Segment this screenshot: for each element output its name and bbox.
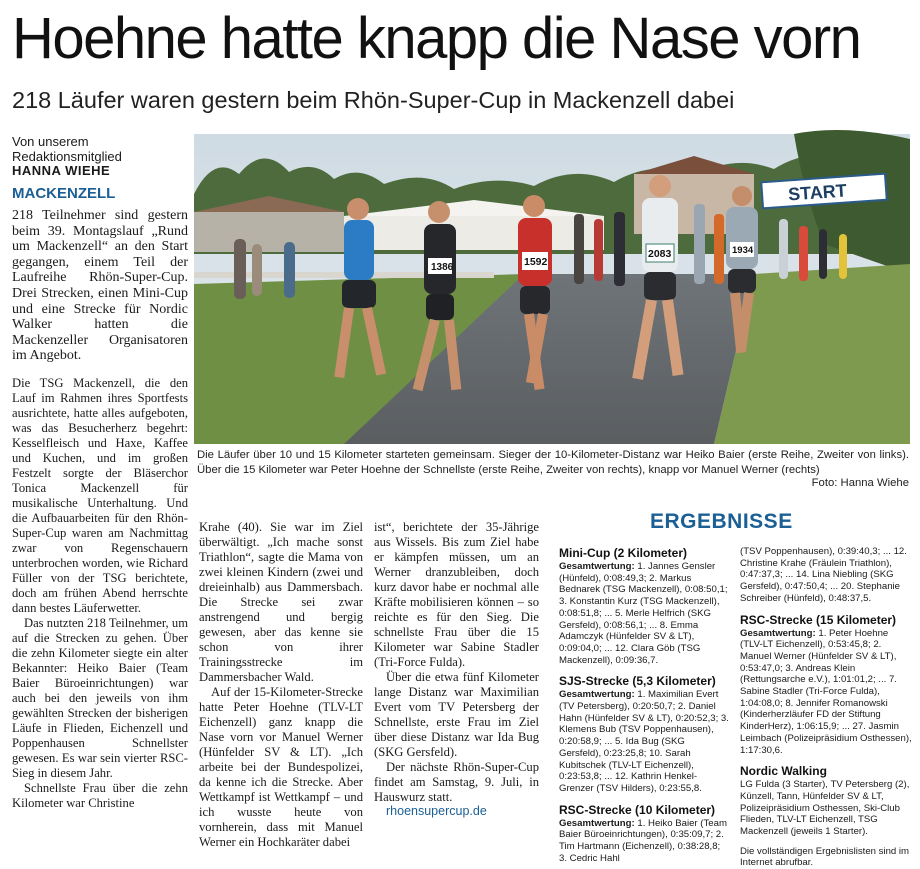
results-block-sjs	[559, 674, 729, 794]
lead-text: 218 Teilnehmer sind gestern beim 39. Montagslauf „Rund um Mackenzell“ an den Start gegangen, einem Teil der Laufreihe Rhön-Super-Cup. Drei Strecken, einen Mini-Cup und eine Strecke für Nordic Walker hatten die Mackenzeller Organisatoren im Angebot.	[12, 208, 188, 364]
photo-credit: Foto: Hanna Wiehe	[811, 477, 909, 489]
bib-number: 1934	[732, 245, 754, 256]
start-banner: START	[787, 180, 848, 205]
results-label: Gesamtwertung:	[740, 627, 816, 639]
results-heading: RSC-Strecke (10 Kilometer)	[559, 802, 716, 817]
results-block-rsc-10	[559, 803, 729, 865]
subheadline: 218 Läufer waren gestern beim Rhön-Super-Cup in Mackenzell dabei	[12, 87, 735, 113]
results-column-1	[559, 546, 729, 864]
bib-number: 2083	[648, 248, 672, 260]
results-continuation: (TSV Poppenhausen), 0:39:40,3; ... 12. Christine Krahe (Fräulein Triathlon), 0:47:37,3; ... 14. Lina Niebling (SKG Gersfeld), 0:47:50,4; ... 20. Stephanie Schreiber (Hünfeld), 0:48:37,5.	[740, 546, 907, 604]
paragraph: ist“, berichtete der 35-Jährige aus Wissels. Bis zum Ziel habe er kämpfen müssen, um an Werner dranzubleiben, doch kurz davor habe er nochmal alle Kräfte mobilisieren können – so reichte es für den Sieg. Die schnellste Frau über die 15 Kilometer war Sabine Stadler (Tri-Force Fulda).	[374, 520, 539, 669]
results-column-2	[740, 546, 912, 869]
results-label: Gesamtwertung:	[559, 817, 635, 829]
results-text: 1. Jannes Gensler (Hünfeld), 0:08:49,3; 2. Markus Bednarek (TSG Mackenzell), 0:08:50,1; 3. Konstantin Kurz (TSG Mackenzell), 0:08:51,8; ... 5. Merle Helfrich (SKG Gersfeld), 0:08:56,1; ... 8. Emma Adamczyk (Hünfelder SV & LT), 0:09:04,0; ... 12. Clara Göb (TSG Mackenzell), 0:09:36,7.	[559, 561, 728, 666]
body-column-2	[199, 520, 363, 849]
paragraph: Das nutzten 218 Teilnehmer, um auf die Strecken zu gehen. Über die zehn Kilometer siegte ein alter Bekannter: Heiko Baier (Team Baier Büroeinrichtungen) war auch bei den jeweils von ihm gewählten Strecken der bisherigen Läufe in Flieden, Eichenzell und Poppenhausen Schnellster gewesen. Es war sein vierter RSC-Sieg in diesem Jahr.	[12, 616, 188, 780]
paragraph: Krahe (40). Sie war im Ziel überwältigt. „Ich mache sonst Triathlon“, sagte die Mama von zwei kleinen Kindern (zwei und dreieinhalb) aus Dammersbach. Die Strecke sei zwar anstrengend und bergig gewesen, aber das kenne sie schon von ihrer Trainingsstrecke im Dammersbacher Wald.	[199, 520, 363, 684]
results-block-nordic-walking	[740, 764, 912, 838]
results-text: 1. Heiko Baier (Team Baier Büroeinrichtungen), 0:35:09,7; 2. Tim Hartmann (Eichenzell), 0:38:28,8; 3. Cedric Hahl	[559, 817, 727, 864]
results-block-mini-cup	[559, 546, 729, 666]
paragraph: Die TSG Mackenzell, die den Lauf im Rahmen ihres Sportfests ausrichtete, hatte alles aufgeboten, was das Besucherherz begehrt: Kesselfleisch und Haxe, Kaffee und Kuchen, und im großen Festzelt sorgte der Bläserchor Tonica Mackenzell für musikalische Unterhaltung. Und die Aufbauarbeiten für den Rhön-Super-Cup waren am Nachmittag zwar von Regenschauern unterbrochen worden, wie Richard Füller von der TSG berichtete, doch am frühen Abend herrschte dann bestes Läuferwetter.	[12, 376, 188, 615]
results-text: LG Fulda (3 Starter), TV Petersberg (2), Künzell, Tann, Hünfelder SV & LT, Polizeipräsidium Osthessen, Ski-Club Flieden, TLV-LT Eichenzell, TSG Mackenzell (jeweils 1 Starter).	[740, 779, 910, 838]
paragraph: Schnellste Frau über die zehn Kilometer war Christine	[12, 781, 188, 810]
dateline: MACKENZELL	[12, 185, 116, 202]
results-label: Gesamtwertung:	[559, 689, 635, 701]
results-heading: SJS-Strecke (5,3 Kilometer)	[559, 674, 716, 689]
paragraph: Über die etwa fünf Kilometer lange Distanz war Maximilian Evert vom TV Petersberg der Schnellste, erste Frau im Ziel über diese Distanz war Ida Bug (SKG Gersfeld).	[374, 670, 539, 759]
results-footer: Die vollständigen Ergebnislisten sind im Internet abrufbar.	[740, 845, 910, 869]
results-block-rsc-15	[740, 613, 912, 757]
headline: Hoehne hatte knapp die Nase vorn	[12, 6, 861, 71]
results-text: 1. Maximilian Evert (TV Petersberg), 0:20:50,7; 2. Daniel Hahn (Hünfelder SV & LT), 0:20:52,3; 3. Klemens Bub (TSV Poppenhausen), 0:20:58,9; ... 5. Ida Bug (SKG Gersfeld), 0:23:25,8; 10. Sarah Kubitschek (TLV-LT Eichenzell), 0:23:53,8; ... 12. Kathrin Henkel-Grenzer (TSV Hilders), 0:23:55,8.	[559, 689, 729, 794]
body-column-3	[374, 520, 539, 818]
lead-paragraph	[12, 208, 188, 366]
results-label: Gesamtwertung:	[559, 561, 635, 572]
race-start-photo	[194, 134, 910, 444]
bib-number: 1386	[431, 262, 454, 273]
results-title: ERGEBNISSE	[650, 510, 793, 533]
paragraph: Der nächste Rhön-Super-Cup findet am Samstag, 9. Juli, in Hauswurz statt.	[374, 760, 539, 804]
results-heading: Nordic Walking	[740, 764, 827, 779]
results-text: 1. Peter Hoehne (TLV-LT Eichenzell), 0:53:45,8; 2. Manuel Werner (Hünfelder SV & LT), 0:53:47,0; 3. Andreas Klein (Rettungsarche e.V.), 1:01:01,2; ... 7. Sabine Stadler (Tri-Force Fulda), 1:04:08,0; 8. Jennifer Romanowski (Kinderherzläufer FD der Stiftung KinderHerz), 1:06:15,9; ... 27. Jasmin Leimbach (Polizeipräsidium Osthessen), 1:17:30,6.	[740, 627, 912, 756]
results-heading: RSC-Strecke (15 Kilometer)	[740, 612, 897, 627]
website-link[interactable]: rhoensupercup.de	[386, 804, 487, 818]
bib-number: 1592	[524, 256, 548, 268]
paragraph: Auf der 15-Kilometer-Strecke hatte Peter Hoehne (TLV-LT Eichenzell) ganz knapp die Nase vorn vor Manuel Werner (Hünfelder SV & LT). „Ich arbeite bei der Bundespolizei, da kenne ich die Strecke. Aber Wettkampf ist Wettkampf – und ich wusste heute von vornherein, dass mit Manuel Werner ein Hochkaräter dabei	[199, 685, 363, 849]
photo-caption: Die Läufer über 10 und 15 Kilometer starteten gemeinsam. Sieger der 10-Kilometer-Distanz war Heiko Baier (erste Reihe, Zweiter von links). Über die 15 Kilometer war Peter Hoehne der Schnellste (erste Reihe, Zweiter von rechts), knapp vor Manuel Werner (rechts)	[197, 449, 909, 476]
byline-prefix: Von unserem Redaktionsmitglied	[12, 134, 122, 164]
body-column-1	[12, 376, 188, 808]
results-heading: Mini-Cup (2 Kilometer)	[559, 546, 687, 560]
byline-author: HANNA WIEHE	[12, 163, 111, 178]
